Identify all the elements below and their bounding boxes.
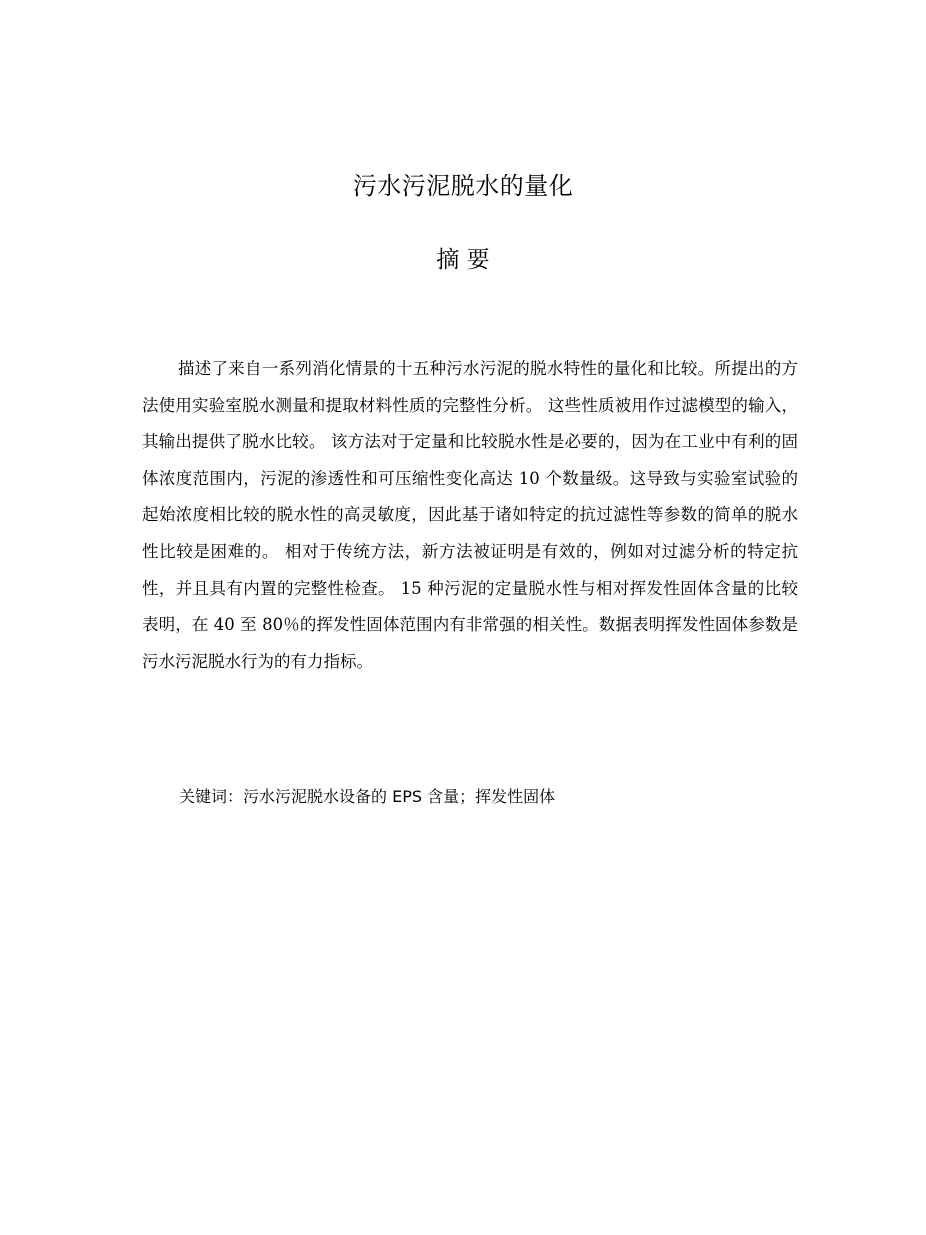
keywords-line — [179, 783, 819, 811]
keywords-value: 污水污泥脱水设备的 EPS 含量；挥发性固体 — [243, 787, 556, 806]
keywords-label: 关键词： — [179, 787, 244, 806]
document-title: 污水污泥脱水的量化 — [352, 172, 574, 200]
abstract-heading: 摘 要 — [436, 247, 490, 273]
abstract-paragraph: 描述了来自一系列消化情景的十五种污水污泥的脱水特性的量化和比较。所提出的方法使用实验室脱水测量和提取材料性质的完整性分析。 这些性质被用作过滤模型的输入，其输出提供了脱水比较。 该方法对于定量和比较脱水性是必要的，因为在工业中有利的固体浓度范围内，污泥的渗透性和可压缩性变化高达 10 个数量级。这导致与实验室试验的起始浓度相比较的脱水性的高灵敏度，因此基于诸如特定的抗过滤性等参数的简单的脱水性比较是困难的。 相对于传统方法，新方法被证明是有效的，例如对过滤分析的特定抗性，并且具有内置的完整性检查。 15 种污泥的定量脱水性与相对挥发性固体含量的比较表明，在 40 至 80％的挥发性固体范围内有非常强的相关性。数据表明挥发性固体参数是污水污泥脱水行为的有力指标。 — [142, 359, 798, 671]
